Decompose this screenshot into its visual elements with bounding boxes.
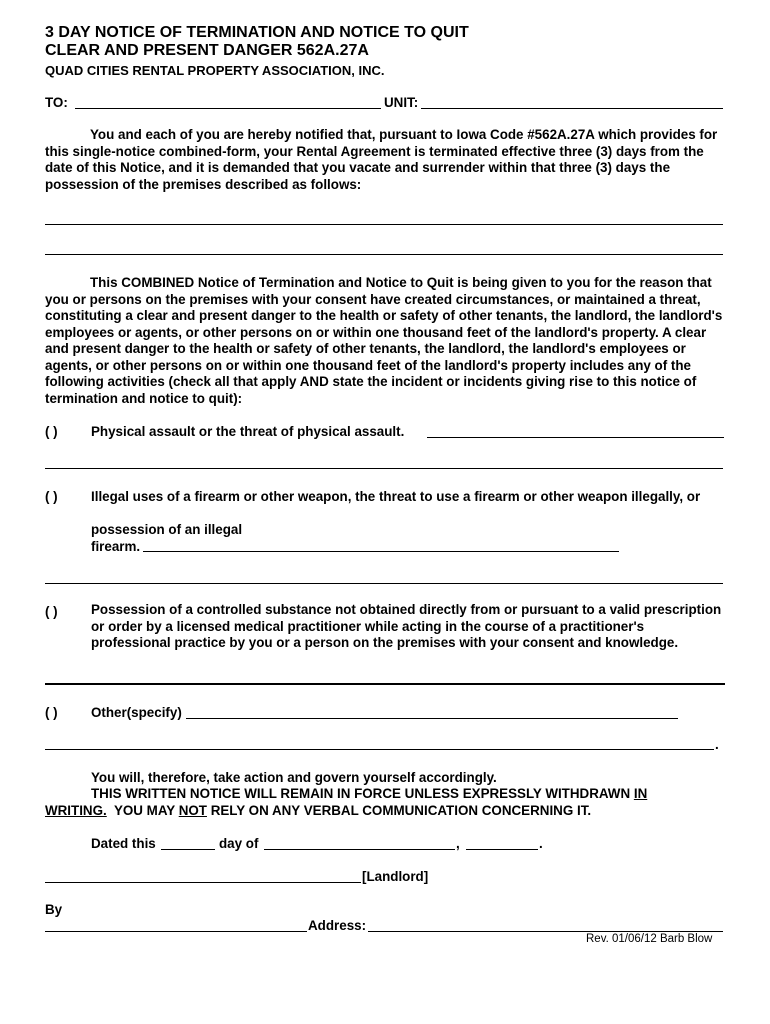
- notice-paragraph-text: You and each of you are hereby notified that, pursuant to Iowa Code #562A.27A which provides for this single-notice combined-form, your Rental Agreement is terminated effective three (3) days from the date of this Notice, and it is demanded that you vacate and surrender within that three (3) days the possession of the premises described as follows:: [45, 127, 718, 192]
- firearm-label-line-2: possession of an illegal: [91, 522, 243, 537]
- dated-period: .: [539, 836, 543, 851]
- notice-paragraph: [45, 127, 725, 193]
- closing-not-underlined: NOT: [178, 803, 207, 818]
- landlord-signature-field[interactable]: [45, 882, 361, 883]
- dated-comma: ,: [456, 836, 460, 851]
- premises-line-1[interactable]: [45, 224, 723, 225]
- substance-field[interactable]: [45, 683, 725, 685]
- firearm-field-line-2[interactable]: [45, 583, 723, 584]
- title-line-2: CLEAR AND PRESENT DANGER 562A.27A: [45, 42, 369, 59]
- assault-field[interactable]: [427, 437, 724, 438]
- unit-label: UNIT:: [384, 95, 419, 110]
- assault-field-line-2[interactable]: [45, 468, 723, 469]
- dated-prefix: Dated this: [91, 836, 156, 851]
- by-signature-field[interactable]: [45, 931, 307, 932]
- to-field[interactable]: [75, 108, 381, 109]
- closing-writing-underlined: WRITING.: [45, 803, 107, 818]
- unit-field[interactable]: [421, 108, 723, 109]
- closing-line-3-part: YOU MAY: [106, 803, 179, 818]
- to-label: TO:: [45, 95, 68, 110]
- title-line-1: 3 DAY NOTICE OF TERMINATION AND NOTICE TO QUIT: [45, 24, 469, 41]
- dated-day-of: day of: [219, 836, 259, 851]
- other-field[interactable]: [186, 718, 678, 719]
- other-checkbox[interactable]: ( ): [45, 705, 58, 720]
- substance-checkbox[interactable]: ( ): [45, 604, 58, 619]
- closing-line-2-text: THIS WRITTEN NOTICE WILL REMAIN IN FORCE UNLESS EXPRESSLY WITHDRAWN: [91, 786, 634, 801]
- association-name: QUAD CITIES RENTAL PROPERTY ASSOCIATION, INC.: [45, 63, 385, 78]
- closing-line-3-rest: RELY ON ANY VERBAL COMMUNICATION CONCERNING IT.: [206, 803, 592, 818]
- closing-line-2: [91, 785, 647, 802]
- firearm-checkbox[interactable]: ( ): [45, 489, 58, 504]
- dated-year-field[interactable]: [466, 849, 538, 850]
- premises-line-2[interactable]: [45, 254, 723, 255]
- by-label: By: [45, 902, 63, 917]
- firearm-label-line-3: firearm.: [91, 539, 141, 554]
- address-label: Address:: [308, 918, 367, 933]
- closing-line-1: You will, therefore, take action and govern yourself accordingly.: [91, 770, 497, 785]
- dated-month-field[interactable]: [264, 849, 455, 850]
- assault-checkbox[interactable]: ( ): [45, 424, 58, 439]
- dated-day-field[interactable]: [161, 849, 215, 850]
- other-label: Other(specify): [91, 705, 182, 720]
- other-field-line-2[interactable]: [45, 749, 714, 750]
- closing-line-3: [45, 802, 591, 819]
- combined-notice-text: This COMBINED Notice of Termination and Notice to Quit is being given to you for the reason that you or persons on the premises with your consent have created circumstances, or maintained a threat, constituting a clear and present danger to the health or safety of other tenants, the landlord, the landlord's employees or agents, or other persons on or within one thousand feet of the landlord's property. A clear and present danger to the health or safety of other tenants, the landlord, the landlord's employees or agents, or other persons on or within one thousand feet of the landlord's property includes any of the following activities (check all that apply AND state the incident or incidents giving rise to this notice of termination and notice to quit):: [45, 275, 723, 406]
- firearm-label-line-1: Illegal uses of a firearm or other weapon, the threat to use a firearm or other weapon illegally, or: [91, 489, 701, 504]
- combined-notice-paragraph: [45, 275, 725, 407]
- substance-label: Possession of a controlled substance not obtained directly from or pursuant to a valid prescription or order by a licensed medical practitioner while acting in the course of a practitioner's professional practice by you or a person on the premises with your consent and knowledge.: [91, 602, 722, 650]
- address-field[interactable]: [368, 931, 723, 932]
- assault-label: Physical assault or the threat of physical assault.: [91, 424, 405, 439]
- landlord-label: [Landlord]: [362, 869, 429, 884]
- closing-in-underlined: IN: [633, 786, 648, 801]
- other-line-period: .: [715, 737, 719, 752]
- firearm-field[interactable]: [143, 551, 619, 552]
- revision-footer: Rev. 01/06/12 Barb Blow: [586, 933, 713, 945]
